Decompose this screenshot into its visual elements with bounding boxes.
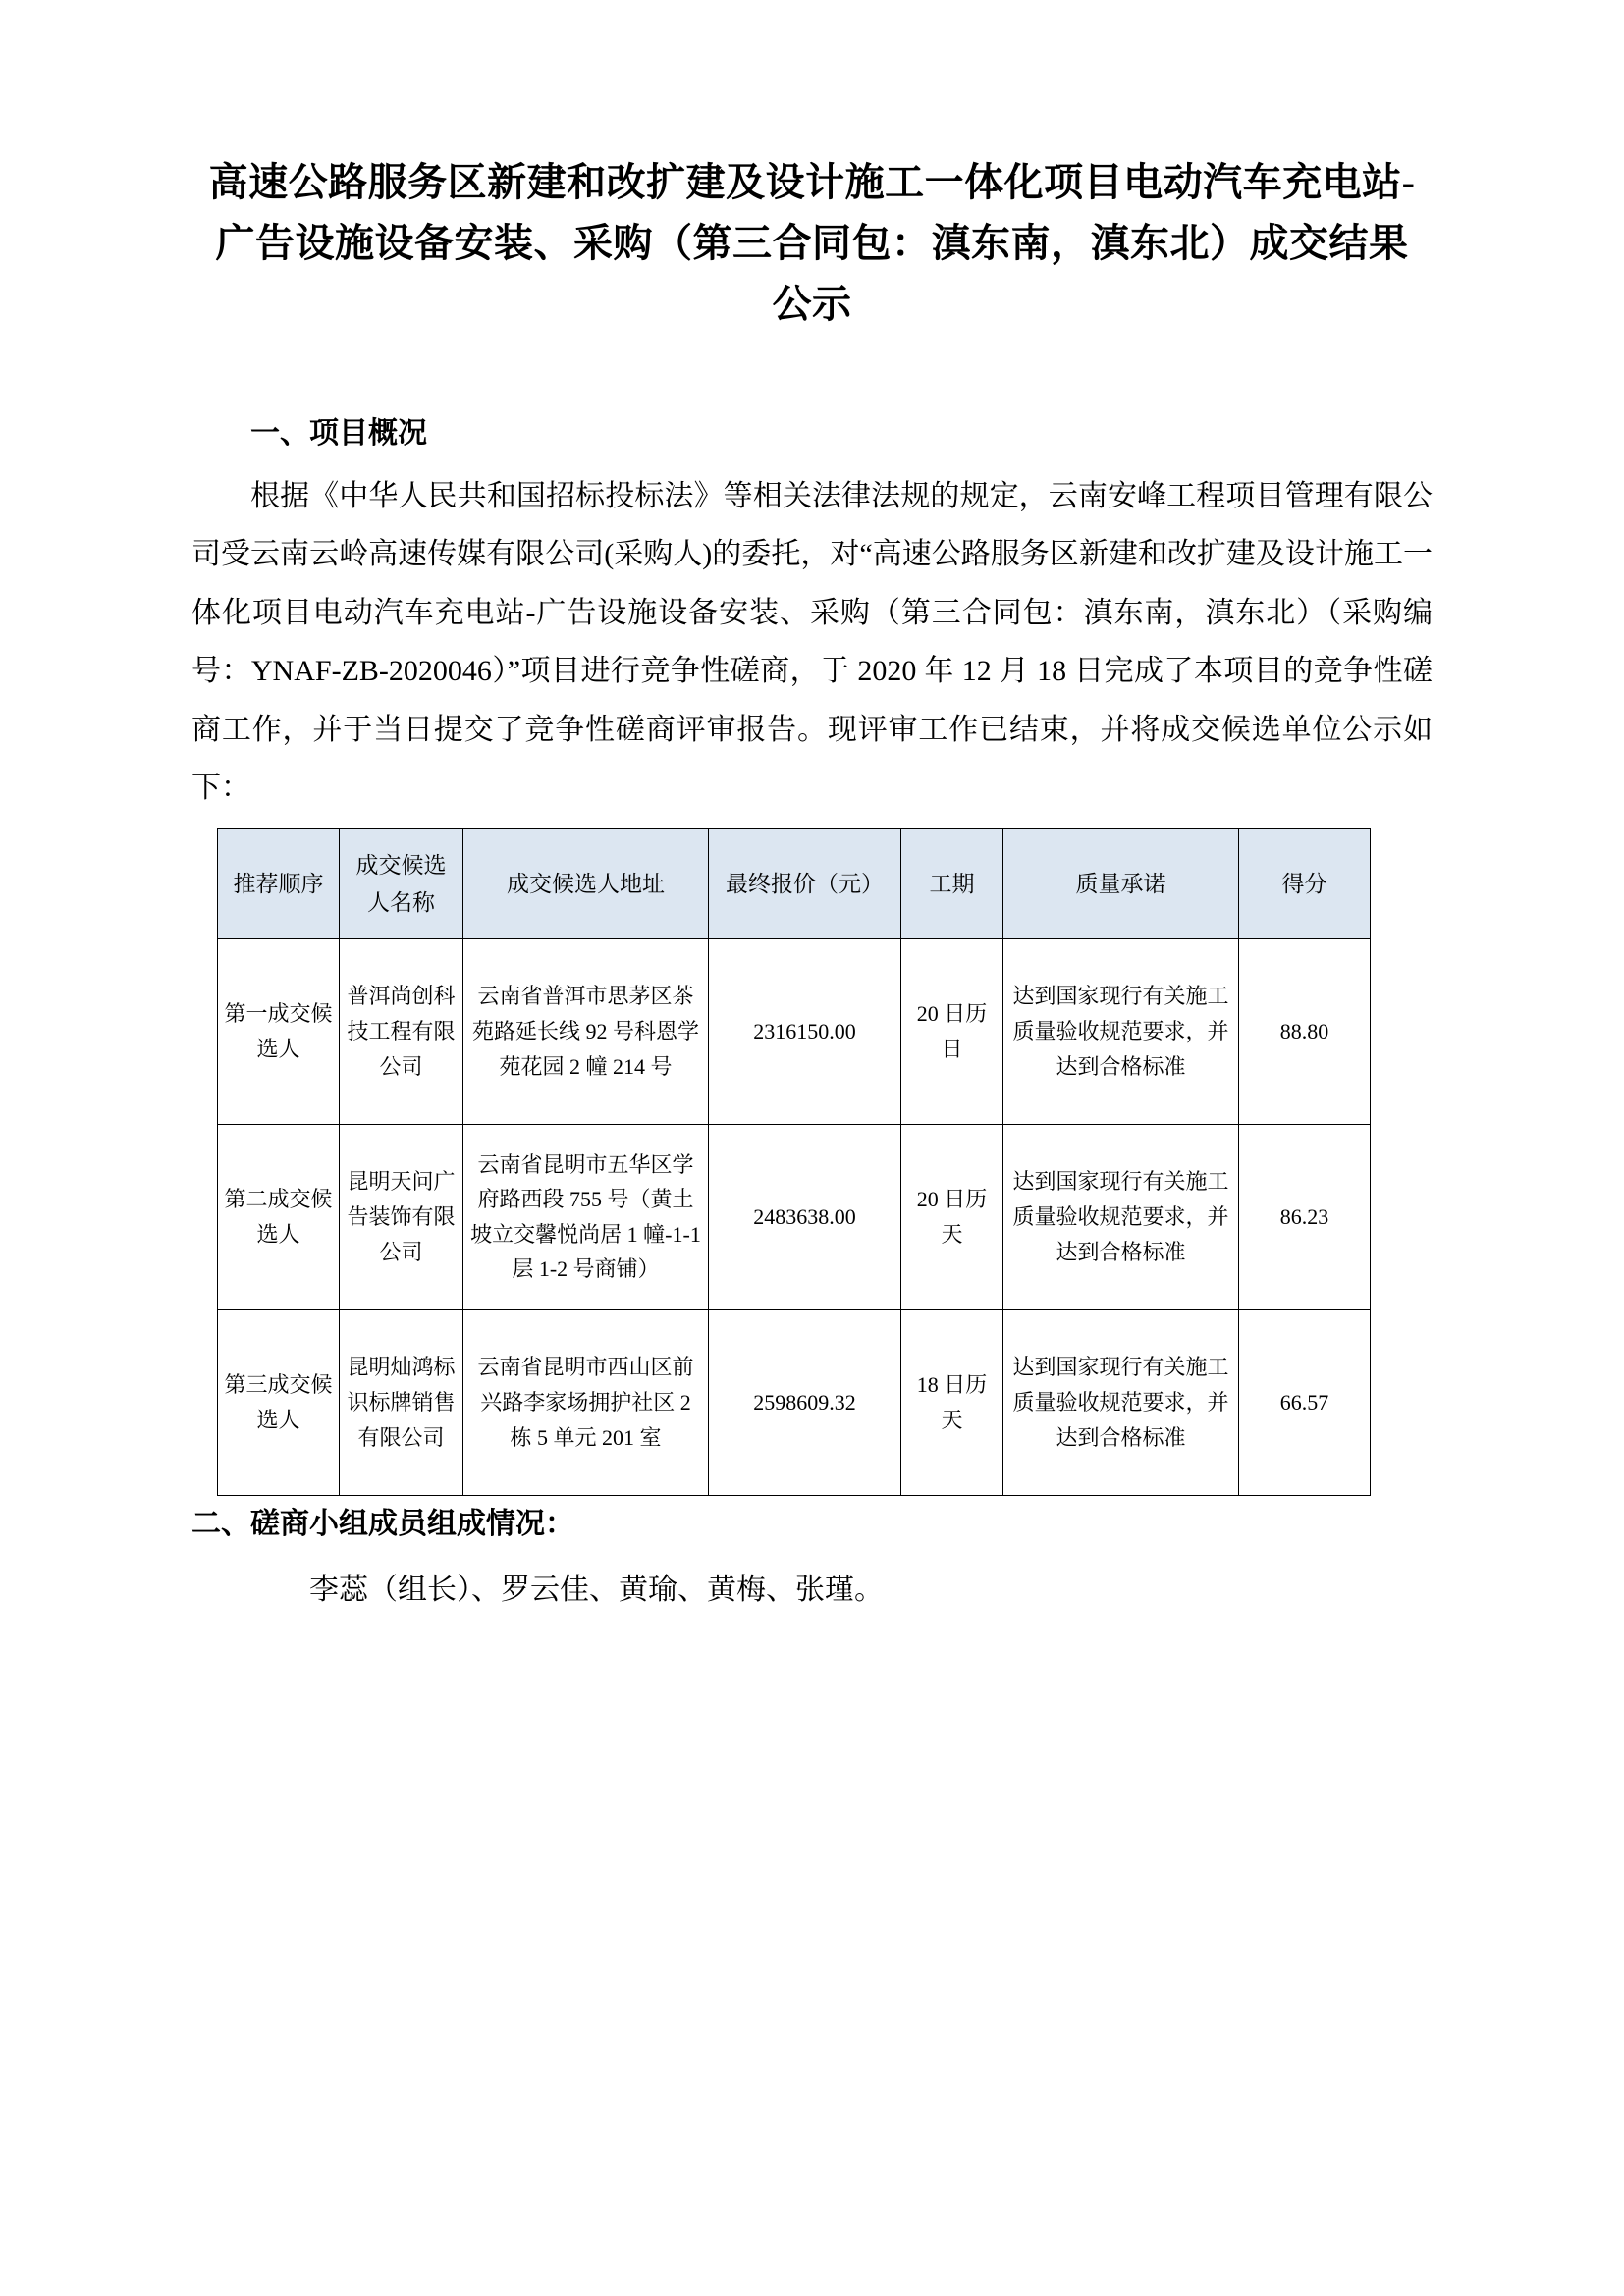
section-heading-project-overview: 一、项目概况 bbox=[250, 417, 427, 450]
cell-score: 88.80 bbox=[1239, 938, 1371, 1124]
cell-name: 昆明灿鸿标识标牌销售有限公司 bbox=[340, 1309, 463, 1495]
candidate-result-table bbox=[217, 828, 1371, 1496]
cell-address: 云南省昆明市西山区前兴路李家场拥护社区 2 栋 5 单元 201 室 bbox=[463, 1309, 709, 1495]
cell-quality: 达到国家现行有关施工质量验收规范要求，并达到合格标准 bbox=[1003, 938, 1239, 1124]
cell-period: 20 日历天 bbox=[901, 1124, 1003, 1309]
cell-price: 2598609.32 bbox=[709, 1309, 901, 1495]
table-header-quality: 质量承诺 bbox=[1003, 829, 1239, 939]
cell-period: 18 日历天 bbox=[901, 1309, 1003, 1495]
cell-order: 第二成交候选人 bbox=[218, 1124, 340, 1309]
cell-name: 昆明天问广告装饰有限公司 bbox=[340, 1124, 463, 1309]
table-header-address: 成交候选人地址 bbox=[463, 829, 709, 939]
page-title: 高速公路服务区新建和改扩建及设计施工一体化项目电动汽车充电站-广告设施设备安装、采购（第三合同包：滇东南，滇东北）成交结果公示 bbox=[208, 160, 1416, 326]
cell-name: 普洱尚创科技工程有限公司 bbox=[340, 938, 463, 1124]
cell-address: 云南省昆明市五华区学府路西段 755 号（黄土坡立交馨悦尚居 1 幢-1-1 层 1-2 号商铺） bbox=[463, 1124, 709, 1309]
cell-score: 66.57 bbox=[1239, 1309, 1371, 1495]
cell-price: 2483638.00 bbox=[709, 1124, 901, 1309]
section-paragraph-panel-members: 李蕊（组长）、罗云佳、黄瑜、黄梅、张瑾。 bbox=[309, 1573, 884, 1606]
cell-order: 第三成交候选人 bbox=[218, 1309, 340, 1495]
table-header-period: 工期 bbox=[901, 829, 1003, 939]
cell-quality: 达到国家现行有关施工质量验收规范要求，并达到合格标准 bbox=[1003, 1309, 1239, 1495]
table-header-score: 得分 bbox=[1239, 829, 1371, 939]
cell-quality: 达到国家现行有关施工质量验收规范要求，并达到合格标准 bbox=[1003, 1124, 1239, 1309]
table-row bbox=[218, 1309, 1371, 1495]
cell-address: 云南省普洱市思茅区茶苑路延长线 92 号科恩学苑花园 2 幢 214 号 bbox=[463, 938, 709, 1124]
table-header-order: 推荐顺序 bbox=[218, 829, 340, 939]
table-header-price: 最终报价（元） bbox=[709, 829, 901, 939]
cell-price: 2316150.00 bbox=[709, 938, 901, 1124]
table-header-name: 成交候选人名称 bbox=[340, 829, 463, 939]
table-row bbox=[218, 938, 1371, 1124]
cell-score: 86.23 bbox=[1239, 1124, 1371, 1309]
table-header-row bbox=[218, 829, 1371, 939]
table-row bbox=[218, 1124, 1371, 1309]
section-heading-panel-members: 二、磋商小组成员组成情况： bbox=[191, 1507, 574, 1540]
title-spacer bbox=[191, 335, 1433, 405]
cell-order: 第一成交候选人 bbox=[218, 938, 340, 1124]
cell-period: 20 日历日 bbox=[901, 938, 1003, 1124]
section-paragraph-project-overview: 根据《中华人民共和国招标投标法》等相关法律法规的规定，云南安峰工程项目管理有限公司受云南云岭高速传媒有限公司(采购人)的委托，对“高速公路服务区新建和改扩建及设计施工一体化项目电动汽车充电站-广告设施设备安装、采购（第三合同包：滇东南，滇东北）（采购编号：YNAF-ZB-2020046）”项目进行竞争性磋商，于 2020 年 12 月 18 日完成了本项目的竞争性磋商工作，并于当日提交了竞争性磋商评审报告。现评审工作已结束，并将成交候选单位公示如下： bbox=[191, 480, 1433, 804]
